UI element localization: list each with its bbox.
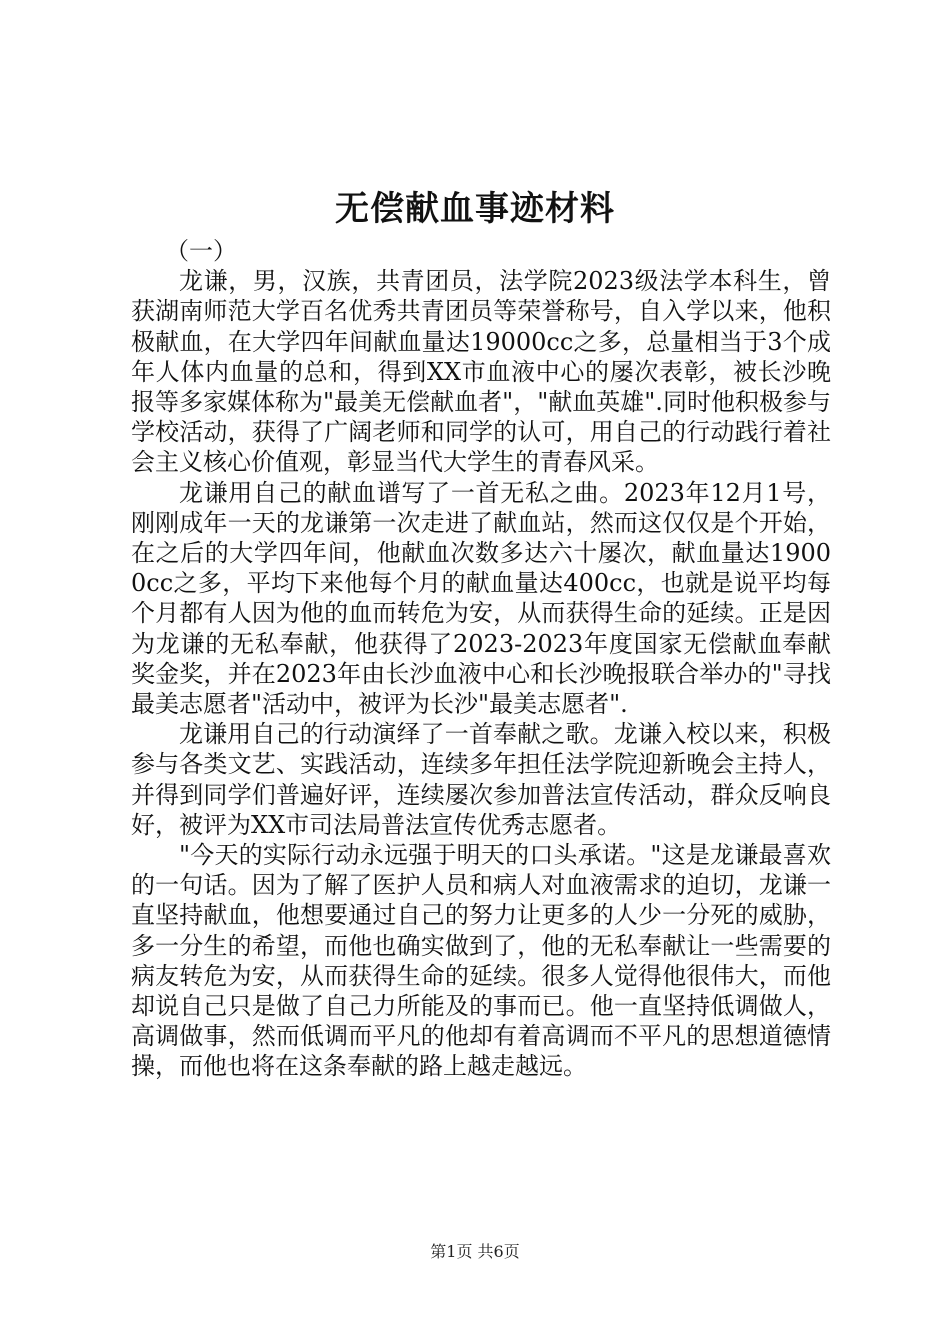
paragraph-3: 龙谦用自己的行动演绎了一首奉献之歌。龙谦入校以来，积极参与各类文艺、实践活动，连续多年担任法学院迎新晚会主持人，并得到同学们普遍好评，连续屡次参加普法宣传活动，群众反响良好，被评为XX市司法局普法宣传优秀志愿者。 bbox=[131, 720, 831, 839]
page-footer: 第1页 共6页 bbox=[430, 1242, 520, 1261]
section-marker: （一） bbox=[165, 237, 237, 265]
paragraph-1: 龙谦，男，汉族，共青团员，法学院2023级法学本科生，曾获湖南师范大学百名优秀共青团员等荣誉称号，自入学以来，他积极献血，在大学四年间献血量达19000cc之多，总量相当于3个成年人体内血量的总和，得到XX市血液中心的屡次表彰，被长沙晚报等多家媒体称为"最美无偿献血者"，"献血英雄".同时他积极参与学校活动，获得了广阔老师和同学的认可，用自己的行动践行着社会主义核心价值观，彰显当代大学生的青春风采。 bbox=[131, 267, 831, 477]
document-title: 无偿献血事迹材料 bbox=[335, 189, 615, 229]
document-body bbox=[131, 236, 831, 1082]
paragraph-4: "今天的实际行动永远强于明天的口头承诺。"这是龙谦最喜欢的一句话。因为了解了医护人员和病人对血液需求的迫切，龙谦一直坚持献血，他想要通过自己的努力让更多的人少一分死的威胁，多一分生的希望，而他也确实做到了，他的无私奉献让一些需要的病友转危为安，从而获得生命的延续。很多人觉得他很伟大，而他却说自己只是做了自己力所能及的事而已。他一直坚持低调做人，高调做事，然而低调而平凡的他却有着高调而不平凡的思想道德情操，而他也将在这条奉献的路上越走越远。 bbox=[131, 841, 831, 1081]
paragraph-2: 龙谦用自己的献血谱写了一首无私之曲。2023年12月1号，刚刚成年一天的龙谦第一次走进了献血站，然而这仅仅是个开始，在之后的大学四年间，他献血次数多达六十屡次，献血量达19000cc之多，平均下来他每个月的献血量达400cc，也就是说平均每个月都有人因为他的血而转危为安，从而获得生命的延续。正是因为龙谦的无私奉献，他获得了2023-2023年度国家无偿献血奉献奖金奖，并在2023年由长沙血液中心和长沙晚报联合举办的"寻找最美志愿者"活动中，被评为长沙"最美志愿者". bbox=[131, 478, 831, 719]
